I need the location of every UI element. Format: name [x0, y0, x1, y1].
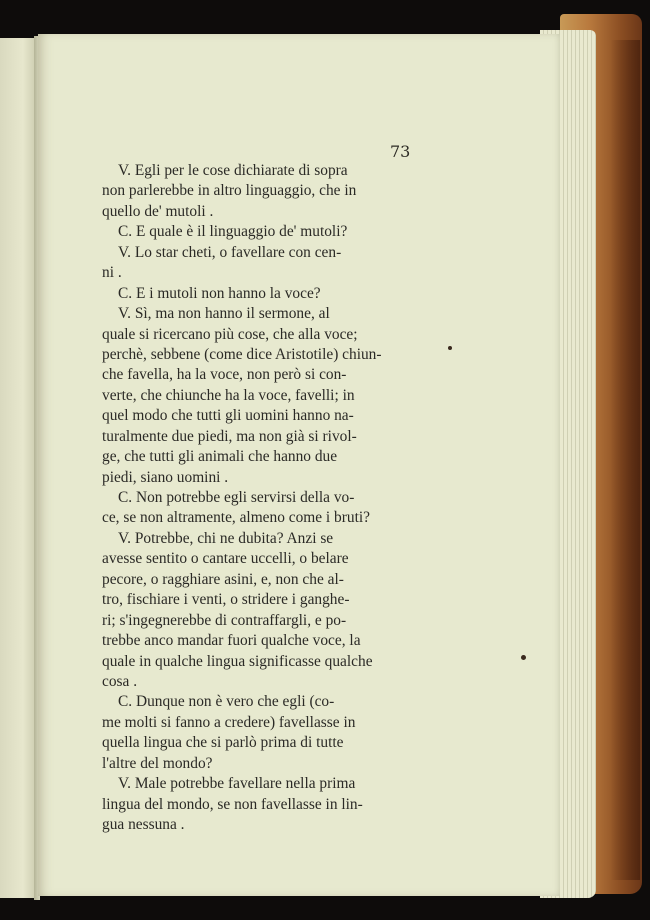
text-line: perchè, sebbene (come dice Aristotile) chiun- — [102, 345, 382, 363]
text-line: l'altre del mondo? — [102, 754, 213, 772]
text-line: gua nessuna . — [102, 816, 185, 833]
text-line: ce, se non altramente, almeno come i bruti? — [102, 509, 370, 527]
text-line: cosa . — [102, 672, 138, 690]
text-line: C. Non potrebbe egli servirsi della vo- — [118, 489, 355, 506]
text-line: pecore, o ragghiare asini, e, non che al- — [102, 570, 344, 588]
cover-shadow — [610, 40, 640, 880]
text-line: V. Egli per le cose dichiarate di sopra — [118, 162, 348, 179]
page-number: 73 — [390, 142, 411, 161]
text-line: ge, che tutti gli animali che hanno due — [102, 448, 338, 466]
page-text — [102, 161, 412, 835]
text-line: C. Dunque non è vero che egli (co- — [118, 693, 335, 711]
text-line: piedi, siano uomini . — [102, 468, 229, 486]
text-line: che favella, ha la voce, non però si con- — [102, 366, 347, 384]
text-line: V. Male potrebbe favellare nella prima — [118, 775, 356, 793]
text-line: V. Sì, ma non hanno il sermone, al — [118, 305, 330, 323]
text-line: ni . — [102, 264, 122, 282]
text-line: trebbe anco mandar fuori qualche voce, la — [102, 632, 361, 650]
text-line: non parlerebbe in altro linguaggio, che in — [102, 182, 357, 200]
text-line: quale si ricercano più cose, che alla voce; — [102, 325, 358, 343]
paper-speck — [448, 346, 452, 350]
text-line: ri; s'ingegnerebbe di contraffargli, e po- — [102, 611, 347, 629]
text-line: C. E i mutoli non hanno la voce? — [118, 284, 321, 302]
text-line: avesse sentito o cantare uccelli, o belare — [102, 550, 349, 568]
left-page-sliver — [0, 38, 38, 898]
text-line: lingua del mondo, se non favellasse in lin- — [102, 795, 363, 813]
text-line: quale in qualche lingua significasse qualche — [102, 652, 373, 670]
text-line: quello de' mutoli . — [102, 202, 214, 220]
text-line: me molti si fanno a credere) favellasse in — [102, 713, 356, 731]
text-line: tro, fischiare i venti, o stridere i ganghe- — [102, 591, 350, 609]
text-line: turalmente due piedi, ma non già si rivol- — [102, 427, 357, 445]
text-line: V. Lo star cheti, o favellare con cen- — [118, 243, 342, 261]
text-line: C. E quale è il linguaggio de' mutoli? — [118, 223, 348, 241]
text-line: verte, che chiunche ha la voce, favelli; in — [102, 386, 355, 404]
text-line: V. Potrebbe, chi ne dubita? Anzi se — [118, 529, 334, 547]
text-line: quel modo che tutti gli uomini hanno na- — [102, 407, 354, 425]
paper-speck — [521, 655, 526, 660]
text-line: quella lingua che si parlò prima di tutte — [102, 734, 344, 752]
